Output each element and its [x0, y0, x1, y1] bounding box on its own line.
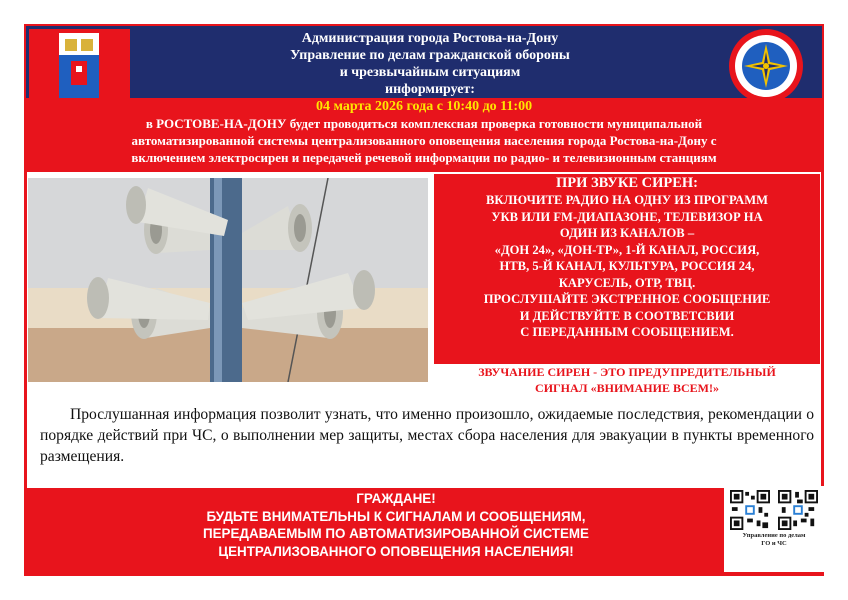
sirens-line: ВКЛЮЧИТЕ РАДИО НА ОДНУ ИЗ ПРОГРАММ	[485, 193, 768, 207]
footer-line-1: ГРАЖДАНЕ!	[356, 491, 436, 506]
sirens-line: НТВ, 5-Й КАНАЛ, КУЛЬТУРА, РОССИЯ 24,	[499, 259, 755, 273]
warning-line-1: ЗВУЧАНИЕ СИРЕН - ЭТО ПРЕДУПРЕДИТЕЛЬНЫЙ	[478, 365, 776, 379]
siren-warning	[434, 364, 820, 396]
announcement-block	[26, 98, 822, 172]
qr-code-icon[interactable]	[730, 490, 770, 530]
header-line-2: Управление по делам гражданской обороны	[290, 48, 570, 63]
qr-caption-line-2: ГО и ЧС	[761, 540, 787, 547]
sirens-line: «ДОН 24», «ДОН-ТР», 1-Й КАНАЛ, РОССИЯ,	[494, 242, 760, 257]
civil-defense-star-emblem-icon	[728, 28, 804, 104]
info-paragraph: Прослушанная информация позволит узнать, что именно произошло, ожидаемые последствия, рекомендации о порядке действий при ЧС, о выполнении мер защиты, местах сбора населения для эвакуации в пункты временного размещения.	[40, 406, 814, 465]
announcement-line-2: автоматизированной системы централизованного оповещения населения города Ростова-на-Дону с	[131, 133, 717, 148]
sirens-line: УКВ ИЛИ FM-ДИАПАЗОНЕ, ТЕЛЕВИЗОР НА	[491, 209, 763, 224]
rostov-coat-of-arms-icon	[59, 33, 99, 99]
qr-caption-line-1: Управление по делам	[742, 532, 806, 539]
footer-line-3: ПЕРЕДАВАЕМЫМ ПО АВТОМАТИЗИРОВАННОЙ СИСТЕМЕ	[203, 526, 589, 541]
loudspeaker-sirens-photo	[28, 178, 428, 382]
announcement-date: 04 марта 2026 года с 10:40 до 11:00	[315, 99, 533, 114]
qr-code-icon[interactable]	[778, 490, 818, 530]
qr-caption	[724, 532, 824, 548]
announcement-line-3: включением электросирен и передачей речевой информации по радио- и телевизионным станциям	[131, 150, 717, 165]
sirens-line: КАРУСЕЛЬ, ОТР, ТВЦ.	[558, 275, 696, 290]
sirens-heading: ПРИ ЗВУКЕ СИРЕН:	[555, 175, 699, 191]
sirens-instructions	[434, 174, 820, 364]
sirens-line: И ДЕЙСТВУЙТЕ В СООТВЕТСВИИ	[519, 308, 735, 323]
footer-band	[26, 488, 822, 574]
footer-line-2: БУДЬТЕ ВНИМАТЕЛЬНЫ К СИГНАЛАМ И СООБЩЕНИЯМ,	[206, 508, 586, 524]
footer-line-4: ЦЕНТРАЛИЗОВАННОГО ОПОВЕЩЕНИЯ НАСЕЛЕНИЯ!	[218, 543, 574, 559]
sirens-line: С ПЕРЕДАННЫМ СООБЩЕНИЕМ.	[520, 325, 734, 339]
coat-of-arms-panel	[29, 29, 130, 103]
announcement-line-1: в РОСТОВЕ-НА-ДОНУ будет проводиться комплексная проверка готовности муниципальной	[145, 116, 703, 131]
header-line-3: и чрезвычайным ситуациям	[339, 65, 521, 80]
sirens-line: ПРОСЛУШАЙТЕ ЭКСТРЕННОЕ СООБЩЕНИЕ	[483, 292, 771, 306]
sirens-line: ОДИН ИЗ КАНАЛОВ –	[559, 226, 695, 240]
header-line-4: информирует:	[385, 82, 475, 97]
header-title	[140, 30, 720, 98]
footer-appeal	[126, 490, 666, 560]
header-line-1: Администрация города Ростова-на-Дону	[301, 31, 559, 46]
warning-line-2: СИГНАЛ «ВНИМАНИЕ ВСЕМ!»	[535, 381, 719, 395]
qr-codes-panel	[724, 486, 824, 572]
